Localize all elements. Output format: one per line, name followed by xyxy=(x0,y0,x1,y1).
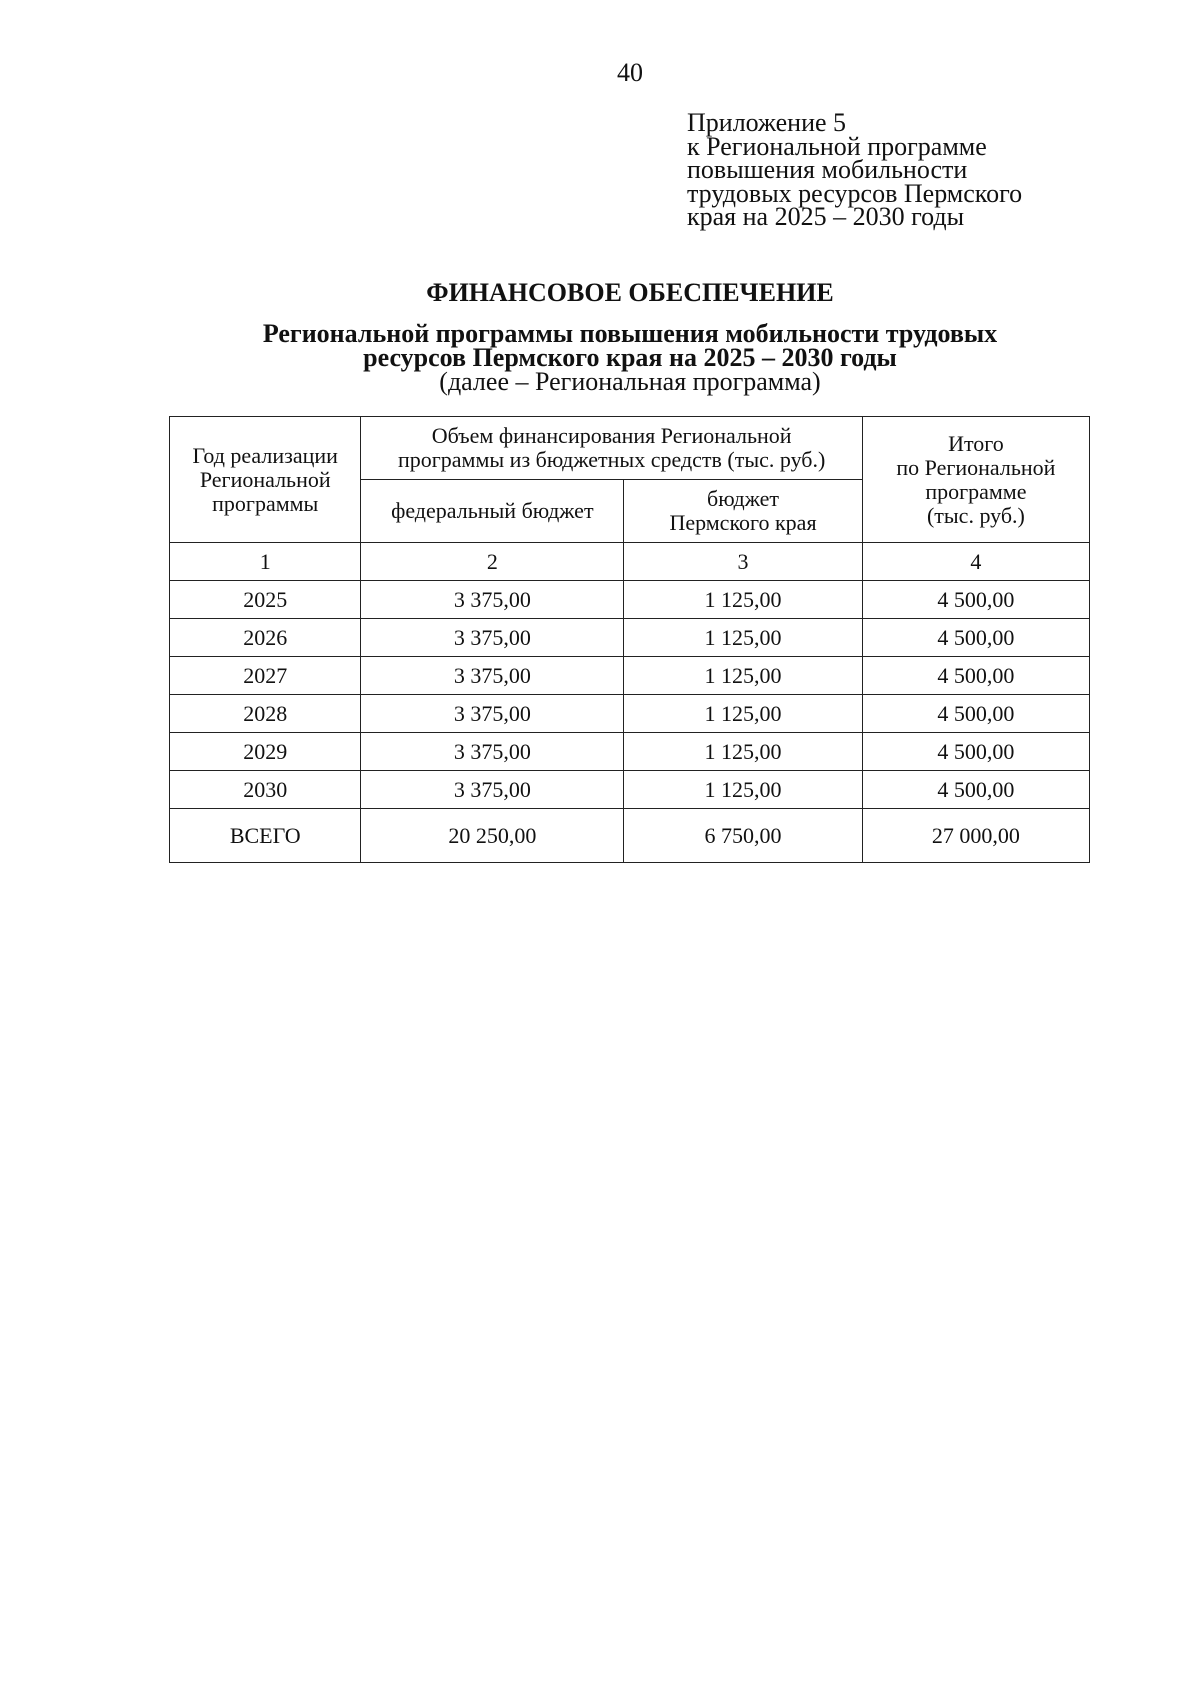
cell-total: 4 500,00 xyxy=(862,657,1089,695)
cell-federal: 3 375,00 xyxy=(361,771,624,809)
cell-federal: 3 375,00 xyxy=(361,695,624,733)
header-regional: бюджет Пермского края xyxy=(624,480,863,543)
cell-year: 2030 xyxy=(170,771,361,809)
cell-year: 2029 xyxy=(170,733,361,771)
cell-regional: 1 125,00 xyxy=(624,733,863,771)
cell-year: 2025 xyxy=(170,581,361,619)
cell-federal-total: 20 250,00 xyxy=(361,809,624,863)
cell-federal: 3 375,00 xyxy=(361,581,624,619)
appendix-line: Приложение 5 xyxy=(687,108,847,137)
table-row xyxy=(170,581,1090,619)
column-number: 1 xyxy=(170,543,361,581)
document-subtitle-line2: ресурсов Пермского края на 2025 – 2030 годы xyxy=(363,343,897,372)
cell-federal: 3 375,00 xyxy=(361,619,624,657)
page-number: 40 xyxy=(617,58,643,87)
column-number-row xyxy=(170,543,1090,581)
financing-table xyxy=(169,416,1090,863)
cell-regional: 1 125,00 xyxy=(624,695,863,733)
appendix-line: трудовых ресурсов Пермского xyxy=(687,178,1023,208)
cell-grand-total: 27 000,00 xyxy=(862,809,1089,863)
document-title: ФИНАНСОВОЕ ОБЕСПЕЧЕНИЕ xyxy=(426,278,834,307)
cell-year: 2027 xyxy=(170,657,361,695)
cell-regional: 1 125,00 xyxy=(624,657,863,695)
cell-regional: 1 125,00 xyxy=(624,581,863,619)
column-number: 4 xyxy=(862,543,1089,581)
cell-regional: 1 125,00 xyxy=(624,771,863,809)
column-number: 3 xyxy=(624,543,863,581)
cell-total: 4 500,00 xyxy=(862,695,1089,733)
cell-total: 4 500,00 xyxy=(862,619,1089,657)
cell-total: 4 500,00 xyxy=(862,733,1089,771)
table-header-row xyxy=(170,417,1090,480)
table-row xyxy=(170,771,1090,809)
cell-year: 2028 xyxy=(170,695,361,733)
header-federal: федеральный бюджет xyxy=(361,480,624,543)
header-funding: Объем финансирования Региональной программы из бюджетных средств (тыс. руб.) xyxy=(361,417,862,480)
column-number: 2 xyxy=(361,543,624,581)
cell-federal: 3 375,00 xyxy=(361,657,624,695)
cell-total-label: ВСЕГО xyxy=(170,809,361,863)
appendix-line: к Региональной программе xyxy=(687,131,987,161)
cell-year: 2026 xyxy=(170,619,361,657)
table-row xyxy=(170,733,1090,771)
header-year: Год реализации Региональной программы xyxy=(170,417,361,543)
document-subtitle-line1: Региональной программы повышения мобильности трудовых xyxy=(262,319,998,348)
appendix-line: края на 2025 – 2030 годы xyxy=(687,202,965,231)
table-row xyxy=(170,695,1090,733)
cell-total: 4 500,00 xyxy=(862,771,1089,809)
appendix-line: повышения мобильности xyxy=(687,155,968,184)
header-total: Итого по Региональной программе (тыс. руб.) xyxy=(862,417,1089,543)
cell-regional: 1 125,00 xyxy=(624,619,863,657)
cell-total: 4 500,00 xyxy=(862,581,1089,619)
table-row xyxy=(170,619,1090,657)
table-total-row xyxy=(170,809,1090,863)
cell-regional-total: 6 750,00 xyxy=(624,809,863,863)
document-subtitle-note: (далее – Региональная программа) xyxy=(439,367,821,396)
table-row xyxy=(170,657,1090,695)
document-title-block xyxy=(0,276,1200,394)
appendix-reference xyxy=(687,108,1023,231)
cell-federal: 3 375,00 xyxy=(361,733,624,771)
